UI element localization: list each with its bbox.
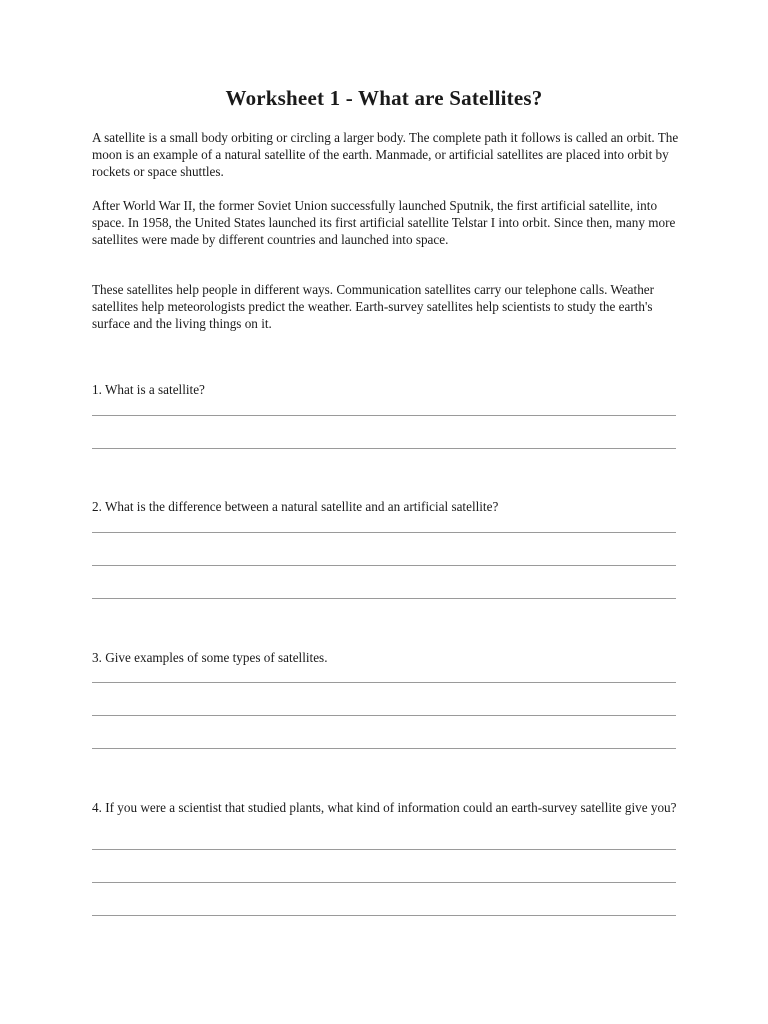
- answer-line: [92, 915, 676, 916]
- question-2: 2. What is the difference between a natural satellite and an artificial satellite?: [92, 499, 499, 514]
- answer-line: [92, 415, 676, 416]
- intro-paragraph-3: These satellites help people in different ways. Communication satellites carry our telephone calls. Weather satellites help meteorologists predict the weather. Earth-survey satellites help scientists to study the earth's surface and the living things on it.: [92, 282, 655, 331]
- worksheet-title: Worksheet 1 - What are Satellites?: [225, 86, 543, 110]
- answer-line: [92, 532, 676, 533]
- intro-paragraph-2: After World War II, the former Soviet Union successfully launched Sputnik, the first artificial satellite, into space. In 1958, the United States launched its first artificial satellite Telstar I into orbit. Since then, many more satellites were made by different countries and launched into space.: [92, 198, 676, 247]
- question-4: 4. If you were a scientist that studied plants, what kind of information could an earth-survey satellite give you?: [92, 800, 677, 815]
- answer-line: [92, 849, 676, 850]
- answer-line: [92, 882, 676, 883]
- answer-line: [92, 565, 676, 566]
- intro-paragraph-1: A satellite is a small body orbiting or circling a larger body. The complete path it follows is called an orbit. The moon is an example of a natural satellite of the earth. Manmade, or artificial satellites are placed into orbit by rockets or space shuttles.: [92, 130, 679, 179]
- answer-line: [92, 448, 676, 449]
- answer-line: [92, 715, 676, 716]
- answer-line: [92, 682, 676, 683]
- question-1: 1. What is a satellite?: [92, 382, 205, 397]
- answer-line: [92, 748, 676, 749]
- question-3: 3. Give examples of some types of satellites.: [92, 650, 328, 665]
- answer-line: [92, 598, 676, 599]
